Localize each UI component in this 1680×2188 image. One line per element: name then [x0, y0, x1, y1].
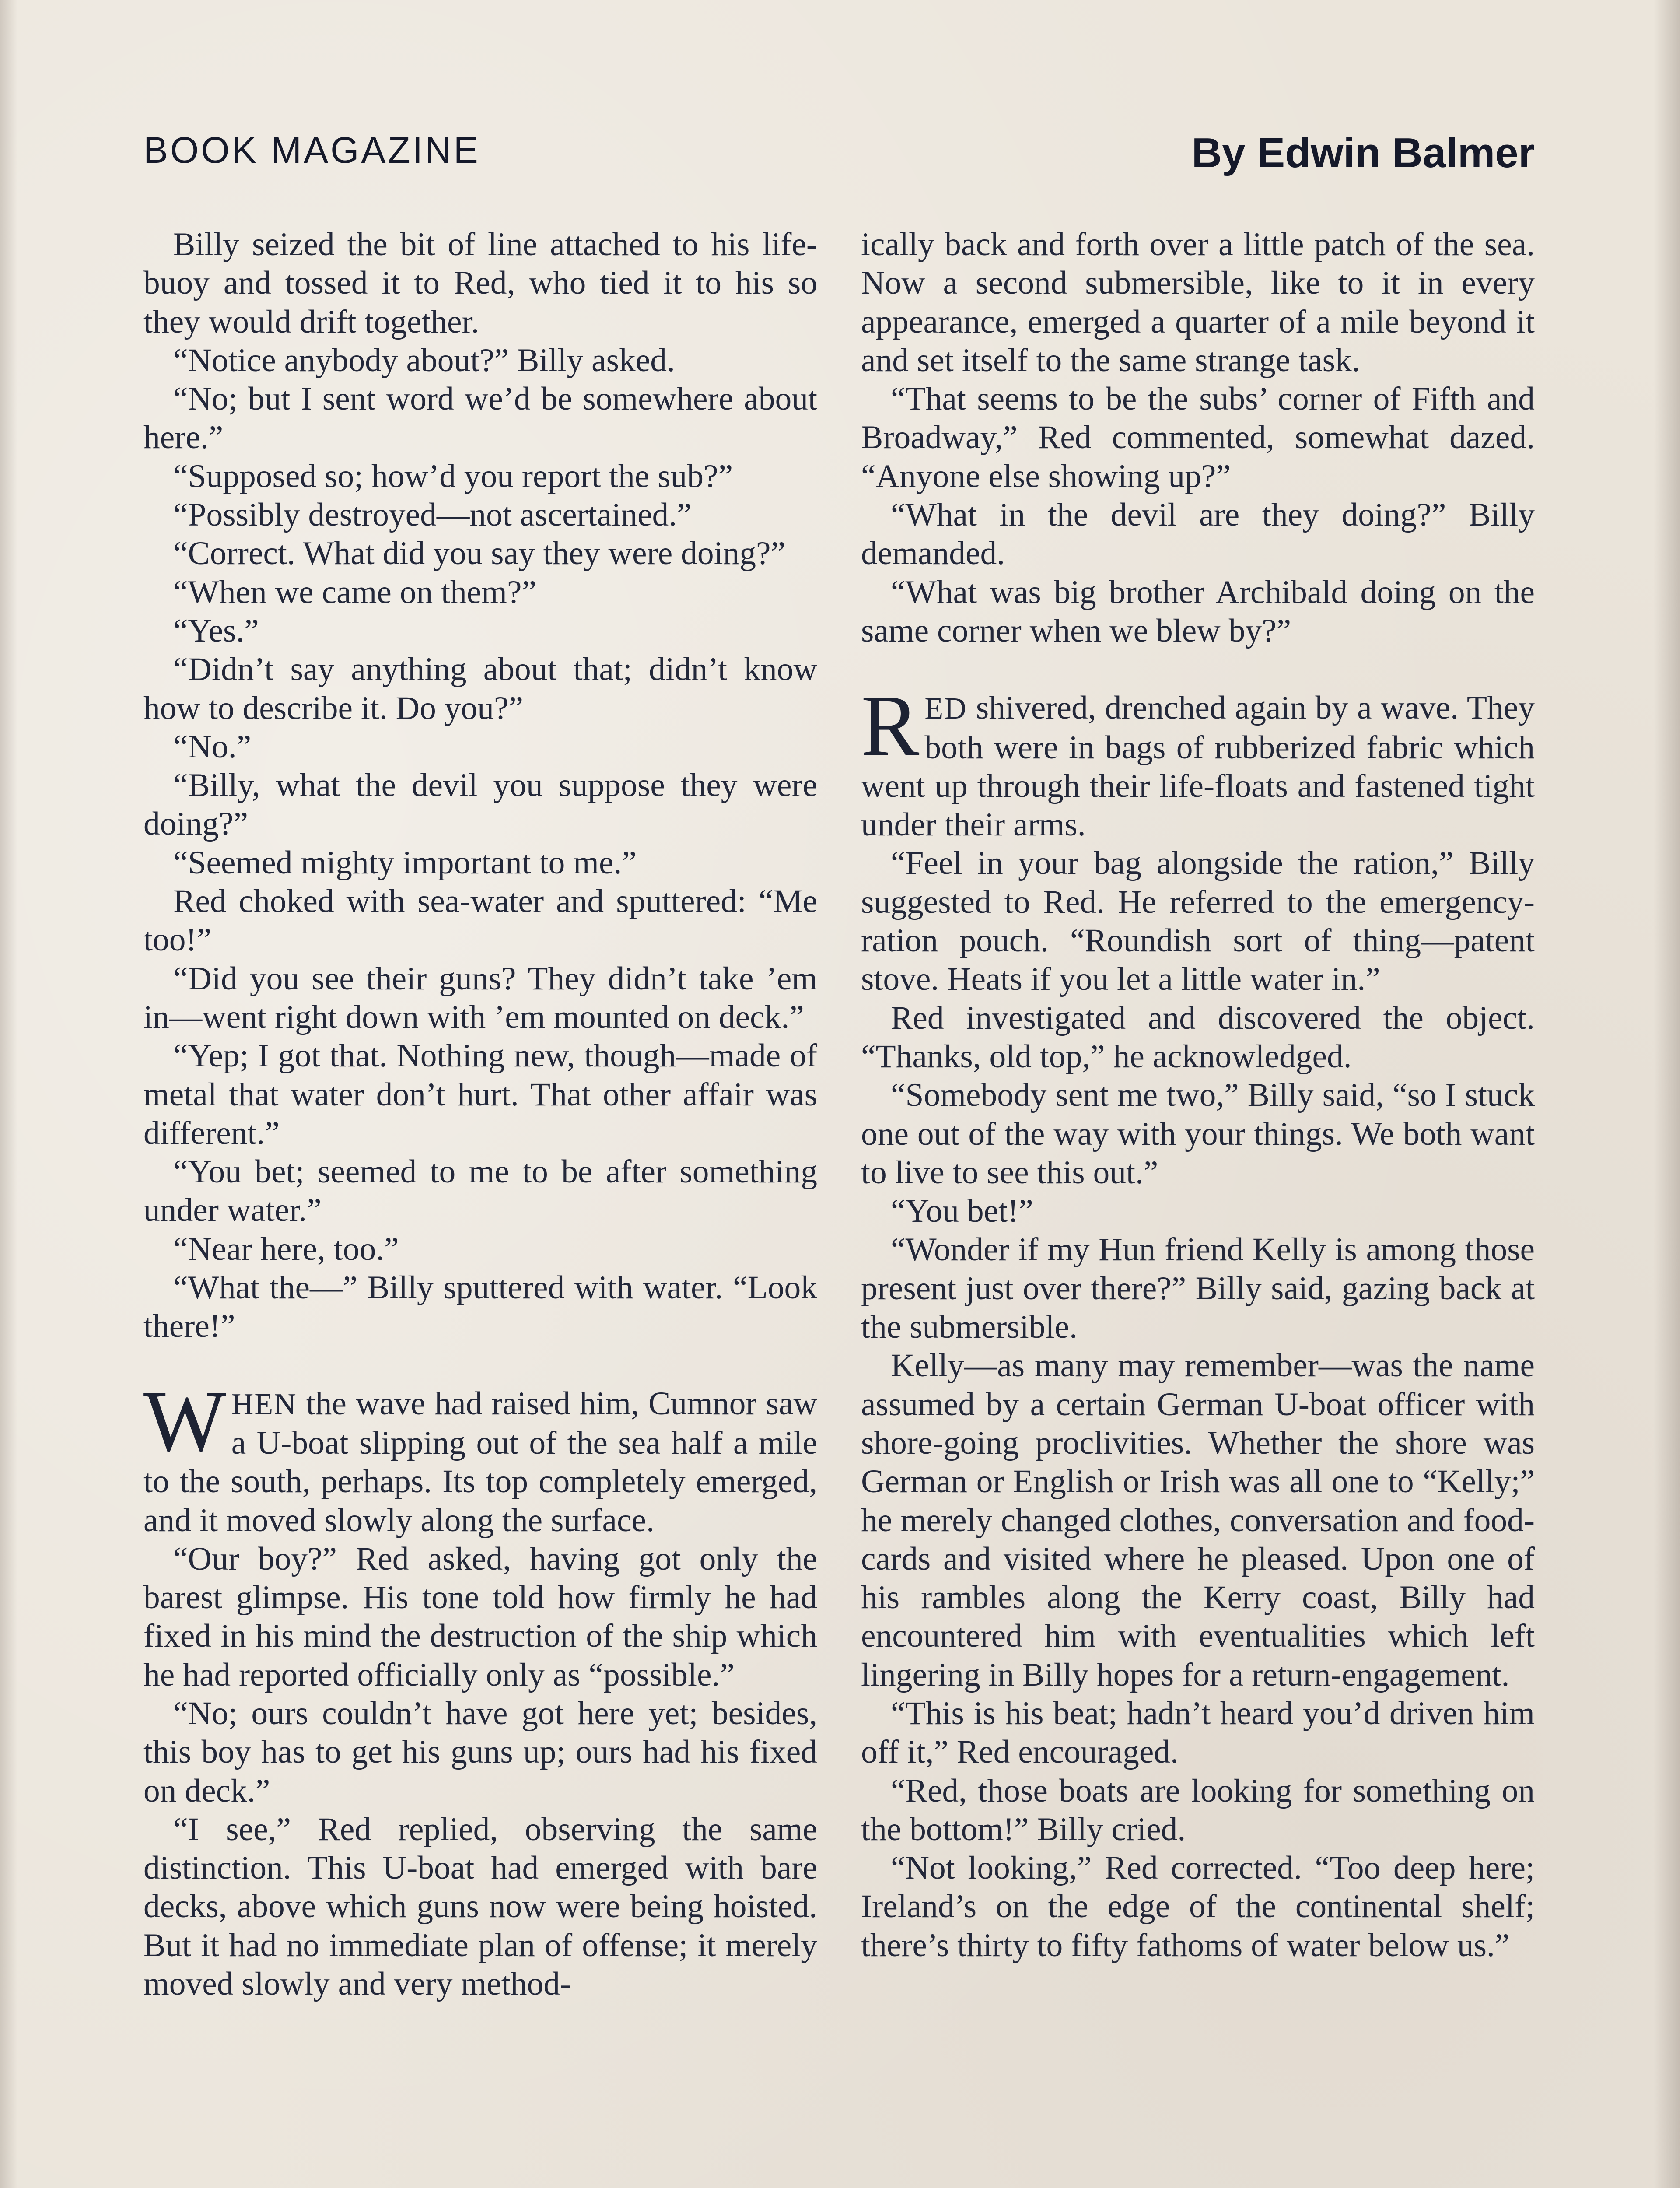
- left-column: [144, 225, 817, 2003]
- opening-text: shivered, drenched again by a wave. They both were in bags of rubberized fabric which went up through their life-floats and fastened tight under their arms.: [861, 690, 1535, 843]
- paragraph: “I see,” Red replied, observing the same distinction. This U-boat had emerged with bare decks, above which guns now were being hoisted. But it had no immediate plan of offense; it merely moved slowly and very method-: [144, 1811, 817, 2002]
- paragraph: “Our boy?” Red asked, having got only the barest glimpse. His tone told how firmly he had fixed in his mind the destruction of the ship which he had reported officially only as “possible.”: [144, 1540, 817, 1693]
- section-break: [144, 1346, 817, 1385]
- paragraph: “Didn’t say anything about that; didn’t know how to describe it. Do you?”: [144, 651, 817, 726]
- paragraph: “That seems to be the subs’ corner of Fifth and Broadway,” Red commented, somewhat dazed. “Anyone else showing up?”: [861, 381, 1535, 494]
- paragraph: “Red, those boats are looking for something on the bottom!” Billy cried.: [861, 1772, 1535, 1848]
- paragraph: “You bet!”: [891, 1193, 1033, 1230]
- drop-cap: R: [861, 677, 920, 775]
- page-edge-shadow-right: [1654, 0, 1680, 2188]
- paragraph: “This is his beat; hadn’t heard you’d driven him off it,” Red encouraged.: [861, 1695, 1535, 1771]
- paragraph: Red choked with sea-water and sputtered: “Me too!”: [144, 883, 817, 958]
- paragraph: Billy seized the bit of line attached to his life-buoy and tossed it to Red, who tied it to his so they would drift together.: [144, 226, 817, 340]
- paragraph: “Yep; I got that. Nothing new, though—made of metal that water don’t hurt. That other affair was different.”: [144, 1038, 817, 1151]
- paragraph: “What the—” Billy sputtered with water. “Look there!”: [144, 1269, 817, 1345]
- paragraph: “Not looking,” Red corrected. “Too deep here; Ireland’s on the edge of the continental shelf; there’s thirty to fifty fathoms of water below us.”: [861, 1850, 1535, 1964]
- paragraph: “What in the devil are they doing?” Billy demanded.: [861, 497, 1535, 572]
- paragraph: “Correct. What did you say they were doing?”: [173, 535, 786, 572]
- opening-text: the wave had raised him, Cumnor saw a U-boat slipping out of the sea half a mile to the south, perhaps. Its top completely emerged, and it moved slowly along the surface.: [144, 1385, 817, 1539]
- paragraph: “Somebody sent me two,” Billy said, “so I stuck one out of the way with your things. We both want to live to see this out.”: [861, 1077, 1535, 1191]
- paragraph: “When we came on them?”: [173, 574, 537, 610]
- paragraph: “Notice anybody about?” Billy asked.: [173, 342, 675, 379]
- paragraph: “What was big brother Archibald doing on the same corner when we blew by?”: [861, 574, 1535, 649]
- continued-paragraph: ically back and forth over a little patch of the sea. Now a second submersible, like to it in every appearance, emerged a quarter of a mile beyond it and set itself to the same strange task.: [861, 226, 1535, 379]
- paragraph: “Feel in your bag alongside the ration,” Billy suggested to Red. He referred to the emergency-ration pouch. “Roundish sort of thing—patent stove. Heats if you let a little water in.”: [861, 845, 1535, 998]
- drop-cap: W: [144, 1373, 226, 1470]
- section-opening-paragraph: [144, 1373, 817, 1540]
- section-opening-paragraph: [861, 677, 1535, 844]
- paragraph: “Supposed so; how’d you report the sub?”: [173, 458, 733, 494]
- page-edge-shadow-left: [0, 0, 18, 2188]
- publication-title: BOOK MAGAZINE: [144, 130, 480, 171]
- section-break: [861, 650, 1535, 689]
- paragraph: “Possibly destroyed—not ascertained.”: [173, 497, 692, 533]
- paragraph: “Yes.”: [173, 612, 259, 649]
- paragraph: “Wonder if my Hun friend Kelly is among those present just over there?” Billy said, gazing back at the submersible.: [861, 1231, 1535, 1346]
- author-byline: By Edwin Balmer: [1191, 130, 1535, 176]
- paragraph: Kelly—as many may remember—was the name assumed by a certain German U-boat officer with shore-going proclivities. Whether the shore was German or English or Irish was all one to “Kelly;” he merely changed clothes, conversation and food-cards and visited where he pleased. Upon one of his rambles along the Kerry coast, Billy had encountered him with eventualities which left lingering in Billy hopes for a return-engagement.: [861, 1347, 1535, 1693]
- paragraph: “Near here, too.”: [173, 1231, 399, 1267]
- opening-word: HEN: [231, 1387, 297, 1421]
- paragraph: “Did you see their guns? They didn’t take ’em in—went right down with ’em mounted on deck.”: [144, 960, 817, 1035]
- opening-word: ED: [924, 692, 967, 726]
- paragraph: “Billy, what the devil you suppose they were doing?”: [144, 767, 817, 842]
- paragraph: “You bet; seemed to me to be after something under water.”: [144, 1154, 817, 1229]
- paragraph: “No.”: [173, 728, 252, 765]
- paragraph: “No; ours couldn’t have got here yet; besides, this boy has to get his guns up; ours had his fixed on deck.”: [144, 1695, 817, 1809]
- paragraph: “Seemed mighty important to me.”: [173, 844, 637, 881]
- paragraph: “No; but I sent word we’d be somewhere about here.”: [144, 381, 817, 456]
- running-header: [144, 129, 1535, 186]
- paragraph: Red investigated and discovered the object. “Thanks, old top,” he acknowledged.: [861, 999, 1535, 1075]
- right-column: [861, 225, 1535, 1965]
